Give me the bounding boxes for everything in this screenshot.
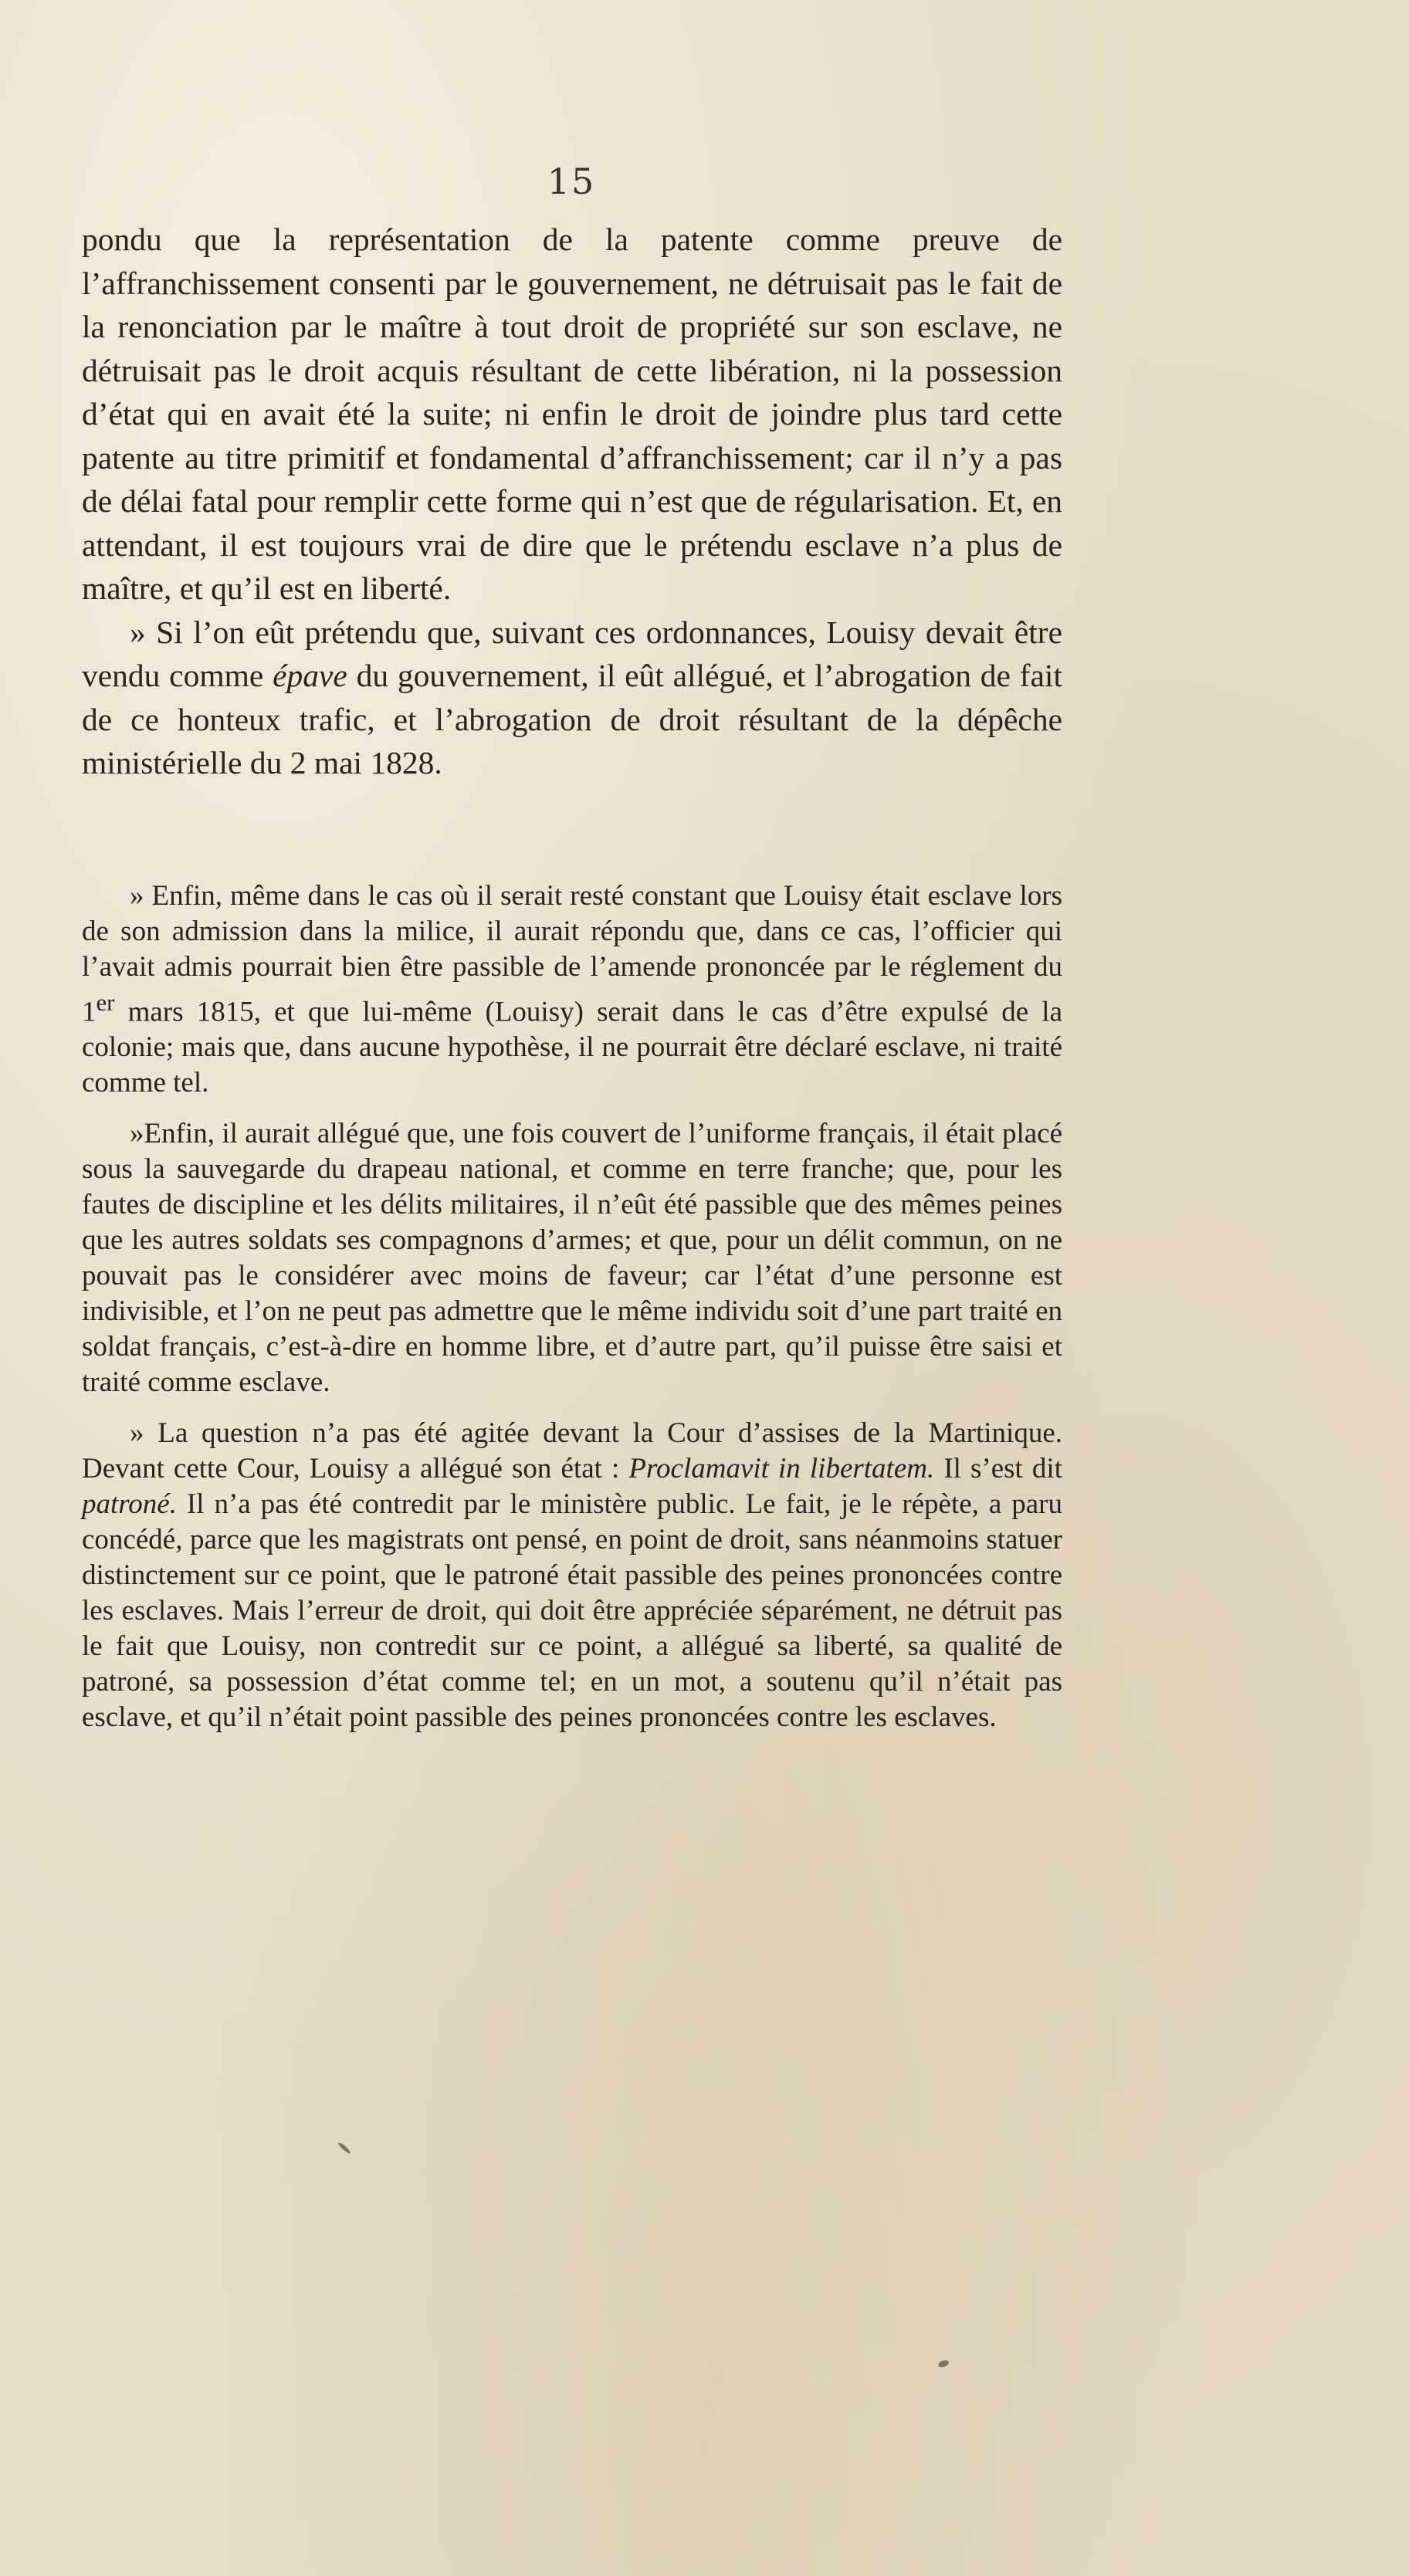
italic-patrone: patroné. xyxy=(82,1488,177,1521)
paragraph-continuation: pondu que la représentation de la patente comme preuve de l’affranchissement consenti par le gouvernement, ne détruisait pas le fait de la renonciation par le maître à tout droit de propriété sur son esclave, ne détruisait pas le droit acquis résultant de cette libération, ni la possession d’état qui en avait été la suite; ni enfin le droit de joindre plus tard cette patente au titre primitif et fondamental d’affranchissement; car il n’y a pas de délai fatal pour remplir cette forme qui n’est que de régularisation. Et, en attendant, il est toujours vrai de dire que le prétendu esclave n’a plus de maître, et qu’il est en liberté. xyxy=(82,222,1062,606)
paragraph-uniforme: »Enfin, il aurait allégué que, une fois couvert de l’uniforme français, il était placé sous la sauvegarde du drapeau national, et comme en terre franche; que, pour les fautes de discipline et les délits militaires, il n’eût été passible que des mêmes peines que les autres soldats ses compagnons d’armes; et que, pour un délit commun, on ne pouvait pas le considérer avec moins de faveur; car l’état d’une personne est indivisible, et l’on ne peut pas admettre que le même individu soit d’une part traité en soldat français, c’est-à-dire en homme libre, et d’autre part, qu’il puisse être saisi et traité comme esclave. xyxy=(82,1118,1062,1399)
page-number: 15 xyxy=(547,161,596,202)
ink-spot xyxy=(937,2359,950,2368)
text-block-large-type xyxy=(82,218,1062,785)
italic-proclamavit: Proclamavit in libertatem. xyxy=(628,1453,935,1485)
paragraph-cour-assises: » La question n’a pas été agitée devant la Cour d’assises de la Martinique. Devant cette Cour, Louisy a allégué son état : Proclamavit in libertatem. Il s’est dit patroné. Il n’a pas été contredit par le ministère public. Le fait, je le répète, a paru concédé, parce que les magistrats ont pensé, en point de droit, sans néanmoins statuer distinctement sur ce point, que le patroné était passible des peines prononcées contre les esclaves. Mais l’erreur de droit, qui doit être appréciée séparément, ne détruit pas le fait que Louisy, non contredit sur ce point, a allégué sa liberté, sa qualité de patroné, sa possession d’état comme tel; en un mot, a soutenu qu’il n’était pas esclave, et qu’il n’était point passible des peines prononcées contre les esclaves. xyxy=(82,1417,1062,1734)
paragraph-epave: » Si l’on eût prétendu que, suivant ces ordonnances, Louisy devait être vendu comme épave du gouvernement, il eût allégué, et l’abrogation de fait de ce honteux trafic, et l’abrogation de droit résultant de la dépêche ministérielle du 2 mai 1828. xyxy=(82,614,1062,780)
paragraph-milice: » Enfin, même dans le cas où il serait resté constant que Louisy était esclave lors de son admission dans la milice, il aurait répondu que, dans ce cas, l’officier qui l’avait admis pourrait bien être passible de l’amende prononcée par le réglement du 1er mars 1815, et que lui-même (Louisy) serait dans le cas d’être expulsé de la colonie; mais que, dans aucune hypothèse, il ne pourrait être déclaré esclave, ni traité comme tel. xyxy=(82,880,1062,1099)
italic-epave: épave xyxy=(273,658,347,693)
superscript-er: er xyxy=(96,990,115,1016)
text-block-small-type xyxy=(82,878,1062,1751)
ink-mark xyxy=(337,2141,351,2155)
